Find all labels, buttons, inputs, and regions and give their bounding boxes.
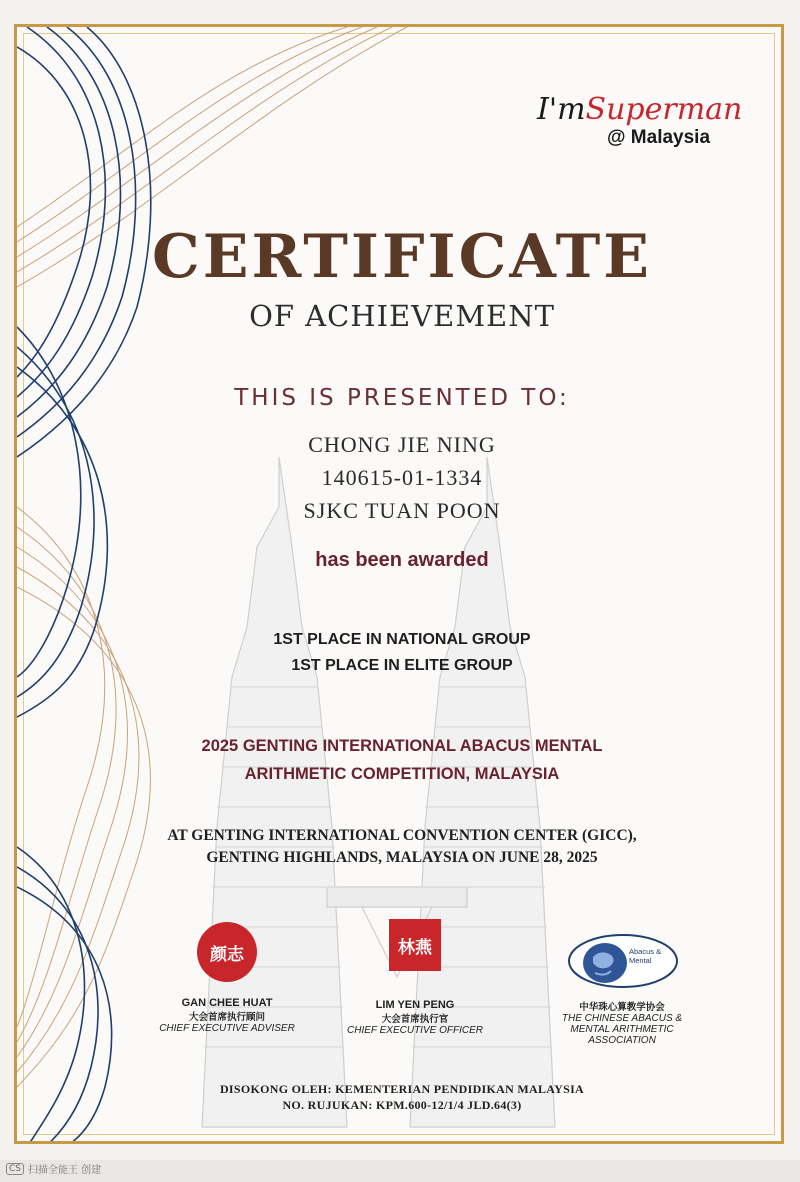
signatory-role: CHIEF EXECUTIVE OFFICER	[347, 1025, 483, 1036]
recipient-school: SJKC TUAN POON	[303, 498, 501, 523]
red-square-seal-icon: 林燕	[389, 919, 441, 971]
signatory-name: GAN CHEE HUAT	[181, 997, 273, 1009]
signatory-name: LIM YEN PENG	[375, 999, 455, 1011]
certificate-frame	[14, 24, 784, 1144]
blue-waves	[17, 27, 151, 1144]
presented-to-label: THIS IS PRESENTED TO:	[234, 385, 570, 411]
recipient-name: CHONG JIE NING	[308, 432, 496, 457]
footer-reference: NO. RUJUKAN: KPM.600-12/1/4 JLD.64(3)	[282, 1098, 522, 1112]
signatory-gan	[137, 997, 317, 1034]
association-role-line: MENTAL ARITHMETIC	[570, 1024, 674, 1035]
logo-sub: @ Malaysia	[607, 127, 711, 148]
association-emblem	[565, 927, 681, 989]
certificate-subtitle: OF ACHIEVEMENT	[249, 299, 555, 333]
awarded-text: has been awarded	[315, 549, 489, 571]
red-seal-icon: 颜志	[197, 922, 257, 982]
award-line: 1ST PLACE IN ELITE GROUP	[291, 657, 513, 674]
camscanner-icon: CS	[6, 1163, 24, 1175]
venue-line: AT GENTING INTERNATIONAL CONVENTION CENTER (GICC),	[167, 827, 637, 844]
association-role-line: THE CHINESE ABACUS &	[561, 1013, 683, 1024]
logo-accent: Superman	[585, 92, 743, 127]
footer-endorsement: DISOKONG OLEH: KEMENTERIAN PENDIDIKAN MALAYSIA	[219, 1082, 585, 1096]
signatory-association	[537, 999, 707, 1046]
logo-prefix: I'm	[537, 92, 586, 127]
association-chinese-name: 中华珠心算教学协会	[579, 1002, 665, 1013]
association-role-line: ASSOCIATION	[588, 1035, 656, 1046]
signatory-chinese-title: 大会首席执行官	[381, 1014, 449, 1025]
certificate-title: CERTIFICATE	[151, 222, 653, 292]
seal-lim	[389, 919, 441, 971]
scanner-watermark	[6, 1161, 101, 1176]
imsuperman-logo	[537, 92, 757, 149]
competition-line: ARITHMETIC COMPETITION, MALAYSIA	[244, 765, 560, 783]
competition-line: 2025 GENTING INTERNATIONAL ABACUS MENTAL	[201, 737, 603, 755]
recipient-id: 140615-01-1334	[321, 465, 483, 490]
venue-line: GENTING HIGHLANDS, MALAYSIA ON JUNE 28, 2025	[206, 849, 598, 866]
scanner-text: 扫描全能王 创建	[28, 1165, 102, 1176]
emblem-text: Abacus & Mental	[629, 947, 662, 965]
seal-gan	[197, 922, 257, 982]
award-line: 1ST PLACE IN NATIONAL GROUP	[273, 631, 531, 648]
signatory-chinese-title: 大会首席执行顾问	[188, 1012, 265, 1023]
signatory-lim	[325, 999, 505, 1036]
signatory-role: CHIEF EXECUTIVE ADVISER	[159, 1023, 295, 1034]
